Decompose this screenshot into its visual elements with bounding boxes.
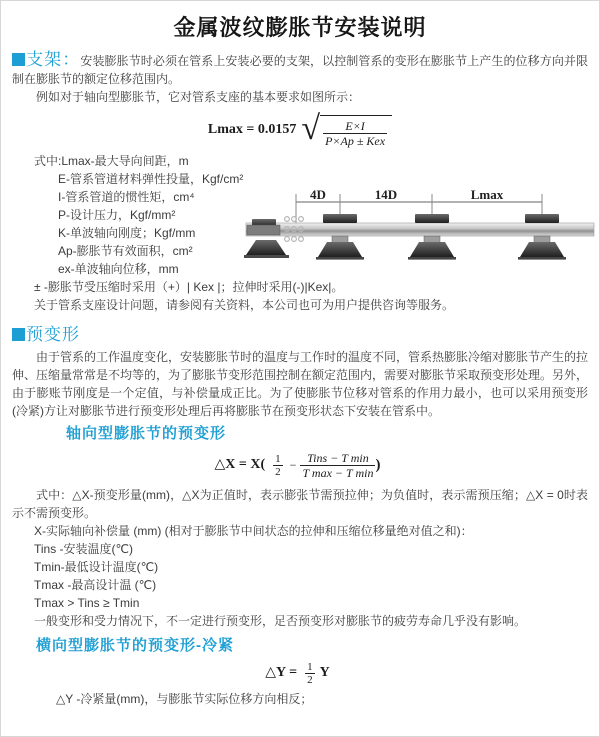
definition-line: K-单波轴向刚度；Kgf/mm [58, 226, 196, 240]
page-title: 金属波纹膨胀节安装说明 [173, 15, 427, 40]
section-marker-icon [12, 328, 25, 341]
axial-definition-line: Tmin-最低设计温度(℃) [34, 560, 159, 574]
pipe-support-diagram [244, 187, 596, 269]
predeform-section-heading [12, 324, 588, 346]
dim-label-4d: 4D [310, 187, 326, 202]
dim-label-lmax: Lmax [470, 187, 504, 202]
axial-definition-line: Tmax -最高设计温 (℃) [34, 578, 157, 592]
dim-label-14d: 14D [374, 187, 398, 202]
guide-support [518, 214, 566, 260]
one-half-fraction [273, 453, 283, 478]
axial-definition-line: Tmax > Tins ≥ Tmin [34, 596, 140, 610]
sqrt-vinculum [320, 115, 392, 148]
definition-line: 式中:Lmax-最大导向间距，m [34, 154, 189, 168]
axial-definition-line: X-实际轴向补偿量 (mm) (相对于膨胀节中间状态的拉伸和压缩位移量绝对值之和)： [34, 524, 473, 538]
definition-line: E-管系管道材料弹性投量，Kgf/cm² [58, 172, 244, 186]
fraction-denominator: 2 [275, 465, 281, 478]
formula-lhs: Lmax = 0.0157 [207, 122, 297, 137]
guide-spacing-formula [12, 110, 588, 150]
fraction-denominator: T max − T min [302, 465, 374, 480]
support-intro-text: 安装膨胀节时必须在管系上安装必要的支架，以控制管系的变形在膨胀节上产生的位移方向并限制在膨胀节的额定位移范围内。 [12, 54, 588, 86]
fraction-numerator: Tins − T min [307, 450, 369, 465]
axial-definition-line: Tins -安装温度(℃) [34, 542, 134, 556]
support-example-line: 例如对于轴向型膨胀节，它对管系支座的基本要求如图所示： [36, 90, 361, 104]
support-section-title: 支架： [26, 50, 81, 69]
support-intro-paragraph [12, 51, 588, 88]
definition-line: I-管系管道的惯性矩，cm⁴ [58, 190, 195, 204]
guide-support [408, 214, 456, 260]
formula-lhs: △Y = [265, 665, 298, 680]
minus-sign: − [289, 458, 297, 472]
plus-minus-note: ± -膨胀节受压缩时采用（+）| Kex |；拉伸时采用(-)|Kex|。 [34, 280, 344, 294]
section-marker-icon [12, 53, 25, 66]
fraction-numerator: E×I [345, 119, 365, 133]
axial-predeform-heading: 轴向型膨胀节的预变形 [66, 425, 227, 442]
axial-definition-line: 一般变形和受力情况下，不一定进行预变形，足否预变形对膨胀节的疲劳寿命几乎没有影响。 [34, 614, 527, 628]
axial-formula-description: 式中：△X-预变形量(mm)，△X为正值时，表示膨张节需预拉伸；为负值时，表示需预压缩；△X = 0时表示不需预变形。 [12, 488, 588, 520]
definition-line: P-设计压力，Kgf/mm² [58, 208, 176, 222]
formula-fraction [323, 119, 387, 148]
guide-support [316, 214, 364, 260]
sqrt-radical-icon: √ [301, 110, 321, 147]
lateral-formula-description: △Y -冷紧量(mm)，与膨胀节实际位移方向相反； [56, 692, 313, 706]
one-half-fraction [305, 661, 315, 686]
sqrt-expression [301, 112, 392, 148]
lateral-predeform-heading: 横向型膨胀节的预变形-冷紧 [36, 637, 234, 654]
fraction-numerator: 1 [307, 660, 313, 673]
closing-paren: ) [375, 457, 381, 473]
axial-predeform-formula [12, 446, 588, 484]
symbol-definitions [12, 152, 254, 278]
formula-rhs: Y [319, 665, 330, 680]
fraction-numerator: 1 [275, 452, 281, 465]
formula-lhs: △X = X( [214, 457, 266, 472]
fraction-denominator: P×Ap ± Kex [325, 134, 386, 148]
contact-note: 关于管系支座设计问题，请参阅有关资料，本公司也可为用户提供咨询等服务。 [34, 298, 455, 312]
temperature-fraction [300, 451, 375, 480]
definition-line: ex-单波轴向位移，mm [58, 262, 179, 276]
lateral-predeform-formula [12, 658, 588, 688]
predeform-body-paragraph: 由于管系的工作温度变化，安装膨胀节时的温度与工作时的温度不同，管系热膨胀冷缩对膨胀节产生的拉伸、压缩量常常是不均等的，为了膨胀节变形范围控制在额定范围内，需要对膨胀节采取预变形处理。另外，由于膨账节刚度是一个定值，与补偿量成正比。为了使膨胀节位移对管系的作用力最小，也可以采用预变形(冷紧)方让对膨胀节进行预变形处理后再将膨胀节在预变形状态下安装在管系中。 [12, 350, 589, 418]
fraction-denominator: 2 [307, 673, 313, 686]
predeform-section-title: 预变形 [26, 325, 80, 344]
definition-line: Ap-膨胀节有效面积，cm² [58, 244, 193, 258]
